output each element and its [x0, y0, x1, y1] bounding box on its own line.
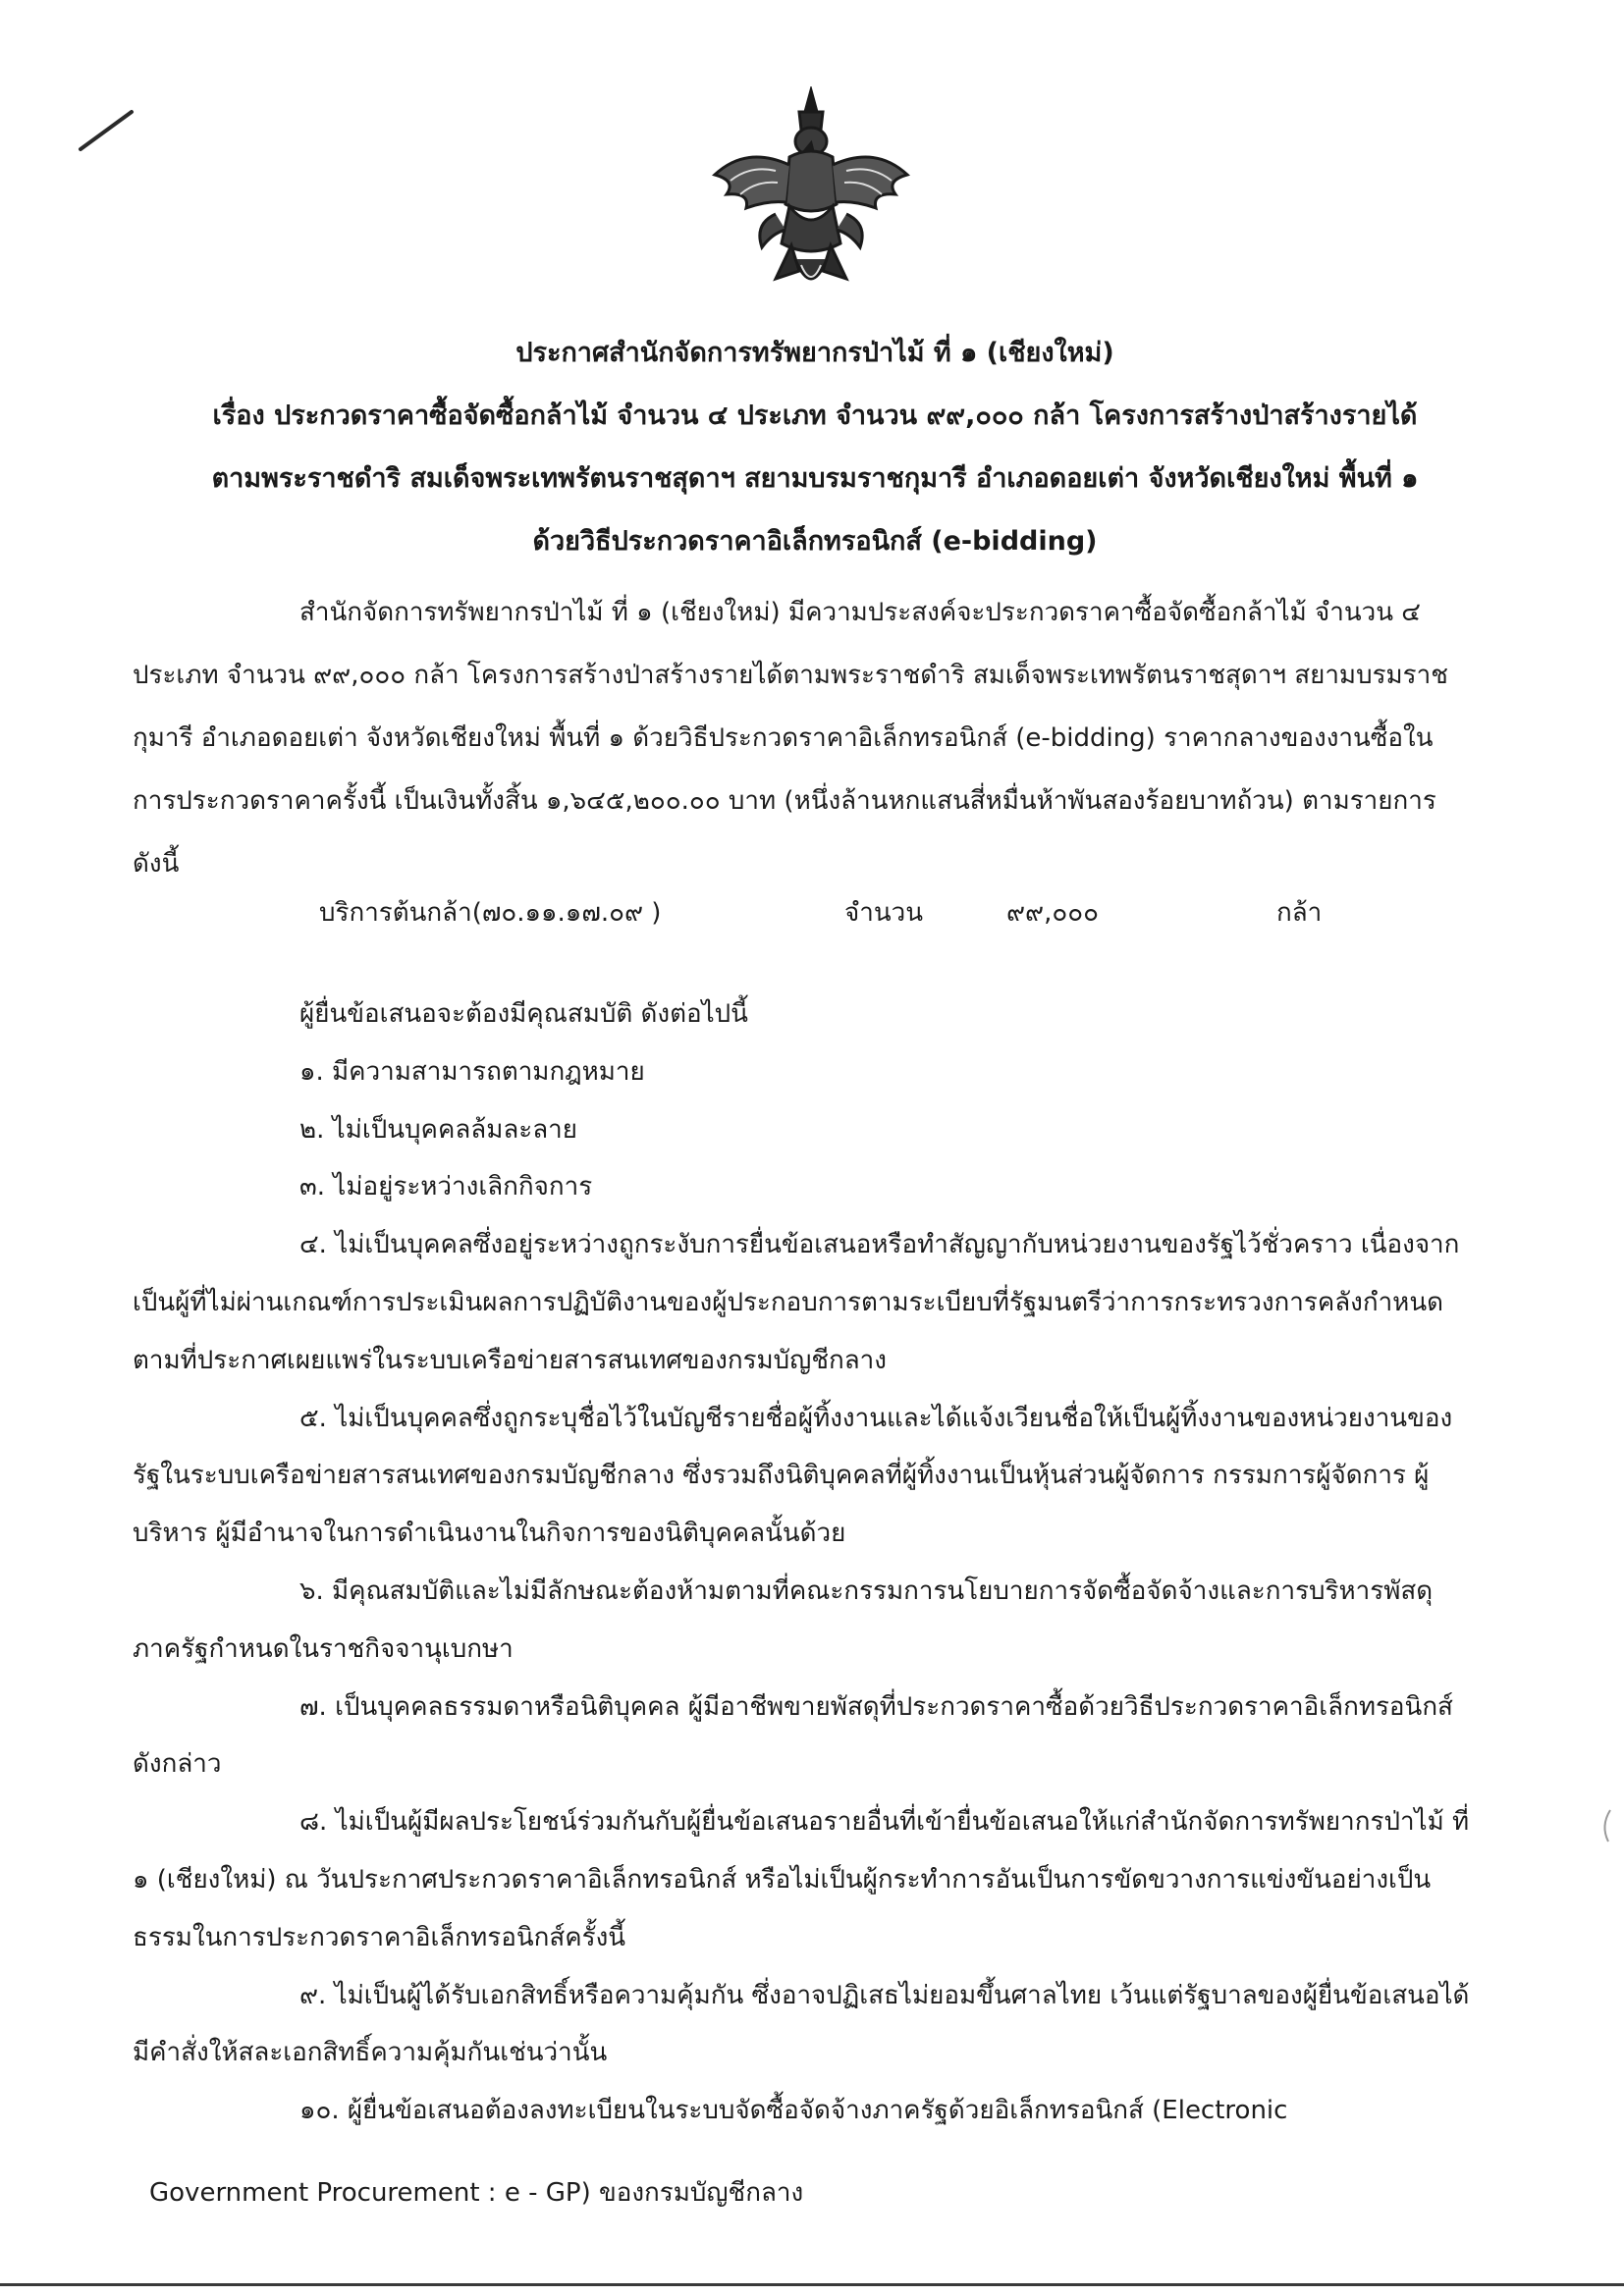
- pen-stroke-mark: [77, 106, 135, 155]
- qualification-4: ๔. ไม่เป็นบุคคลซึ่งอยู่ระหว่างถูกระงับการยื่นข้อเสนอหรือทำสัญญากับหน่วยงานของรัฐไว้ชั่วคราว เนื่องจากเป็นผู้ที่ไม่ผ่านเกณฑ์การประเมินผลการปฏิบัติงานของผู้ประกอบการตามระเบียบที่รัฐมนตรีว่าการกระทรวงการคลังกำหนดตามที่ประกาศเผยแพร่ในระบบเครือข่ายสารสนเทศของกรมบัญชีกลาง: [133, 1230, 1460, 1375]
- qualification-8: ๘. ไม่เป็นผู้มีผลประโยชน์ร่วมกันกับผู้ยื่นข้อเสนอรายอื่นที่เข้ายื่นข้อเสนอให้แก่สำนักจัดการทรัพยากรป่าไม้ ที่ ๑ (เชียงใหม่) ณ วันประกาศประกวดราคาอิเล็กทรอนิกส์ หรือไม่เป็นผู้กระทำการอันเป็นการขัดขวางการแข่งขันอย่างเป็นธรรมในการประกวดราคาอิเล็กทรอนิกส์ครั้งนี้: [133, 1807, 1470, 1952]
- header-line-4: ด้วยวิธีประกวดราคาอิเล็กทรอนิกส์ (e-bidding): [532, 526, 1098, 557]
- header-line-2: เรื่อง ประกวดราคาซื้อจัดซื้อกล้าไม้ จำนวน ๔ ประเภท จำนวน ๙๙,๐๐๐ กล้า โครงการสร้างป่าสร้างรายได้: [212, 400, 1418, 431]
- intro-paragraph: สำนักจัดการทรัพยากรป่าไม้ ที่ ๑ (เชียงใหม่) มีความประสงค์จะประกวดราคาซื้อจัดซื้อกล้าไม้ จำนวน ๔ ประเภท จำนวน ๙๙,๐๐๐ กล้า โครงการสร้างป่าสร้างรายได้ตามพระราชดำริ สมเด็จพระเทพรัตนราชสุดาฯ สยามบรมราชกุมารี อำเภอดอยเต่า จังหวัดเชียงใหม่ พื้นที่ ๑ ด้วยวิธีประกวดราคาอิเล็กทรอนิกส์ (e-bidding) ราคากลางของงานซื้อในการประกวดราคาครั้งนี้ เป็นเงินทั้งสิ้น ๑,๖๔๕,๒๐๐.๐๐ บาท (หนึ่งล้านหกแสนสี่หมื่นห้าพันสองร้อยบาทถ้วน) ตามรายการ ดังนี้: [133, 598, 1448, 879]
- qualifications-heading: ผู้ยื่นข้อเสนอจะต้องมีคุณสมบัติ ดังต่อไปนี้: [299, 999, 748, 1029]
- qualification-10-line-1: ๑๐. ผู้ยื่นข้อเสนอต้องลงทะเบียนในระบบจัดซื้อจัดจ้างภาครัฐด้วยอิเล็กทรอนิกส์ (Electronic: [299, 2096, 1288, 2126]
- item-quantity: ๙๙,๐๐๐: [1006, 898, 1099, 928]
- qualification-2: ๒. ไม่เป็นบุคคลล้มละลาย: [299, 1114, 578, 1145]
- qualification-3: ๓. ไม่อยู่ระหว่างเลิกกิจการ: [299, 1172, 593, 1202]
- item-quantity-label: จำนวน: [844, 898, 923, 928]
- qualification-10-line-2: Government Procurement : e - GP) ของกรมบัญชีกลาง: [149, 2178, 804, 2208]
- qualification-1: ๑. มีความสามารถตามกฎหมาย: [299, 1056, 645, 1087]
- qualification-9: ๙. ไม่เป็นผู้ได้รับเอกสิทธิ์หรือความคุ้มกัน ซึ่งอาจปฏิเสธไม่ยอมขึ้นศาลไทย เว้นแต่รัฐบาลของผู้ยื่นข้อเสนอได้มีคำสั่งให้สละเอกสิทธิ์ความคุ้มกันเช่นว่านั้น: [133, 1980, 1470, 2068]
- item-name: บริการต้นกล้า(๗๐.๑๑.๑๗.๐๙ ): [319, 898, 662, 928]
- announcement-header: [128, 322, 1502, 573]
- scan-artifact-mark: [1595, 1806, 1614, 1845]
- qualification-6: ๖. มีคุณสมบัติและไม่มีลักษณะต้องห้ามตามที่คณะกรรมการนโยบายการจัดซื้อจัดจ้างและการบริหารพัสดุภาครัฐกำหนดในราชกิจจานุเบกษา: [133, 1575, 1434, 1664]
- qualification-5: ๕. ไม่เป็นบุคคลซึ่งถูกระบุชื่อไว้ในบัญชีรายชื่อผู้ทิ้งงานและได้แจ้งเวียนชื่อให้เป็นผู้ทิ้งงานของหน่วยงานของรัฐในระบบเครือข่ายสารสนเทศของกรมบัญชีกลาง ซึ่งรวมถึงนิติบุคคลที่ผู้ทิ้งงานเป็นหุ้นส่วนผู้จัดการ กรรมการผู้จัดการ ผู้บริหาร ผู้มีอำนาจในการดำเนินงานในกิจการของนิติบุคคลนั้นด้วย: [133, 1403, 1453, 1549]
- header-line-1: ประกาศสำนักจัดการทรัพยากรป่าไม้ ที่ ๑ (เชียงใหม่): [515, 338, 1114, 368]
- scan-edge-line: [0, 2283, 1624, 2286]
- garuda-emblem: [707, 86, 915, 300]
- intro-section: [133, 581, 1473, 895]
- qualification-7: ๗. เป็นบุคคลธรรมดาหรือนิติบุคคล ผู้มีอาชีพขายพัสดุที่ประกวดราคาซื้อด้วยวิธีประกวดราคาอิเล็กทรอนิกส์ดังกล่าว: [133, 1691, 1453, 1780]
- item-unit: กล้า: [1276, 898, 1323, 928]
- qualifications-section: [133, 986, 1473, 2140]
- header-line-3: ตามพระราชดำริ สมเด็จพระเทพรัตนราชสุดาฯ สยามบรมราชกุมารี อำเภอดอยเต่า จังหวัดเชียงใหม่ พื้นที่ ๑: [211, 463, 1419, 494]
